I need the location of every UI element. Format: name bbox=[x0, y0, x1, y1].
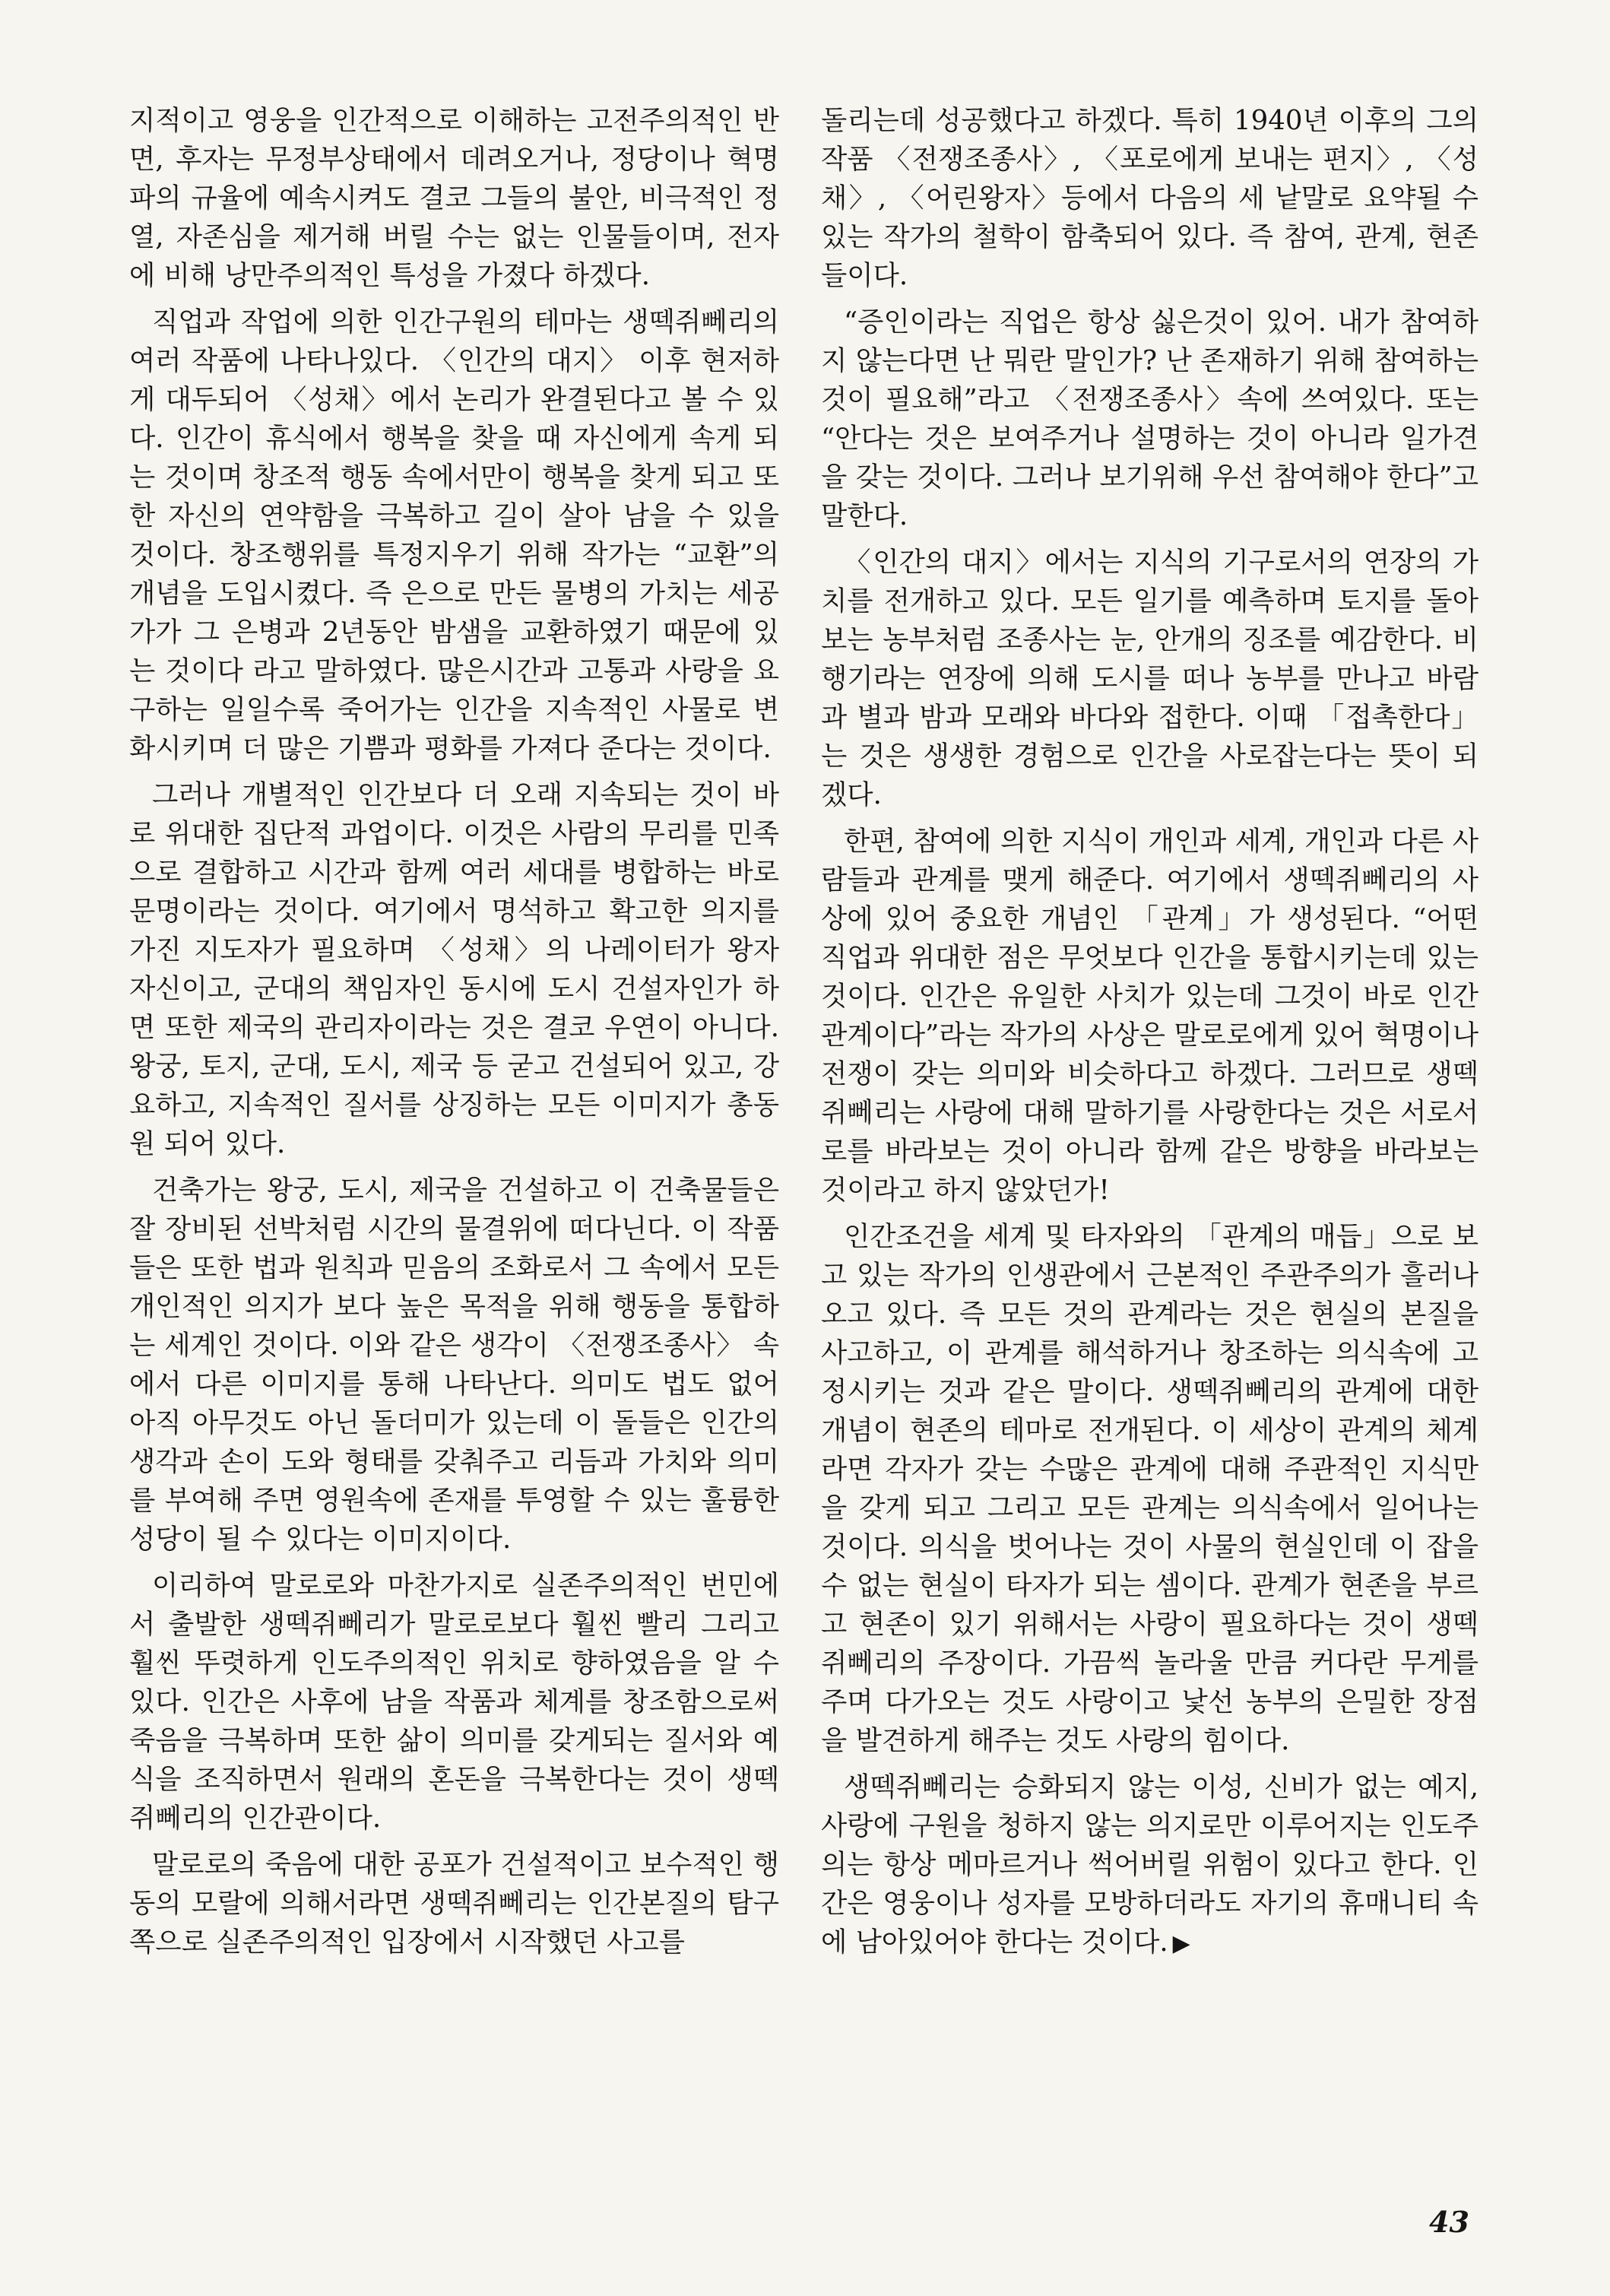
paragraph: “증인이라는 직업은 항상 싫은것이 있어. 내가 참여하지 않는다면 난 뭐란 말인가? 난 존재하기 위해 참여하는 것이 필요해”라고 〈전쟁조종사〉속에 쓰여있다. 또는 “안다는 것은 보여주거나 설명하는 것이 아니라 일가견을 갖는 것이다. 그러나 보기위해 우선 참여해야 한다”고 말한다. bbox=[821, 306, 1478, 531]
paragraph-text: 생떽쥐뻬리는 승화되지 않는 이성, 신비가 없는 예지, 사랑에 구원을 청하지 않는 의지로만 이루어지는 인도주의는 항상 메마르거나 썩어버릴 위험이 있다고 한다. 인간은 영웅이나 성자를 모방하더라도 자기의 휴매니티 속에 남아있어야 한다는 것이다. bbox=[821, 1771, 1478, 1958]
paragraph: 인간조건을 세계 및 타자와의 「관계의 매듭」으로 보고 있는 작가의 인생관에서 근본적인 주관주의가 흘러나오고 있다. 즉 모든 것의 관계라는 것은 현실의 본질을 사고하고, 이 관계를 해석하거나 창조하는 의식속에 고정시키는 것과 같은 말이다. 생떽쥐뻬리의 관계에 대한 개념이 현존의 테마로 전개된다. 이 세상이 관계의 체계라면 각자가 갖는 수많은 관계에 대해 주관적인 지식만을 갖게 되고 그리고 모든 관계는 의식속에서 일어나는 것이다. 의식을 벗어나는 것이 사물의 현실인데 이 잡을 수 없는 현실이 타자가 되는 셈이다. 관계가 현존을 부르고 현존이 있기 위해서는 사랑이 필요하다는 것이 생떽쥐뻬리의 주장이다. 가끔씩 놀라울 만큼 커다란 무게를 주며 다가오는 것도 사랑이고 낯선 농부의 은밀한 장점을 발견하게 해주는 것도 사랑의 힘이다. bbox=[821, 1221, 1478, 1756]
paragraph: 〈인간의 대지〉에서는 지식의 기구로서의 연장의 가치를 전개하고 있다. 모든 일기를 예측하며 토지를 돌아보는 농부처럼 조종사는 눈, 안개의 징조를 예감한다. 비행기라는 연장에 의해 도시를 떠나 농부를 만나고 바람과 별과 밤과 모래와 바다와 접한다. 이때 「접촉한다」는 것은 생생한 경험으로 인간을 사로잡는다는 뜻이 되겠다. bbox=[821, 547, 1478, 810]
paragraph: 이리하여 말로로와 마찬가지로 실존주의적인 번민에서 출발한 생떽쥐뻬리가 말로로보다 훨씬 빨리 그리고 훨씬 뚜렷하게 인도주의적인 위치로 향하였음을 알 수 있다. 인간은 사후에 남을 작품과 체계를 창조함으로써 죽음을 극복하며 또한 삶이 의미를 갖게되는 질서와 예식을 조직하면서 원래의 혼돈을 극복한다는 것이 생떽쥐뻬리의 인간관이다. bbox=[129, 1570, 779, 1834]
paragraph-last bbox=[821, 1768, 1478, 1963]
paragraph: 말로로의 죽음에 대한 공포가 건설적이고 보수적인 행동의 모랄에 의해서라면 생떽쥐뻬리는 인간본질의 탐구쪽으로 실존주의적인 입장에서 시작했던 사고를 bbox=[129, 1849, 779, 1958]
right-text-column bbox=[821, 101, 1478, 1971]
paragraph: 그러나 개별적인 인간보다 더 오래 지속되는 것이 바로 위대한 집단적 과업이다. 이것은 사람의 무리를 민족으로 결합하고 시간과 함께 여러 세대를 병합하는 바로 문명이라는 것이다. 여기에서 명석하고 확고한 의지를 가진 지도자가 필요하며 〈성채〉의 나레이터가 왕자 자신이고, 군대의 책임자인 동시에 도시 건설자인가 하면 또한 제국의 관리자이라는 것은 결코 우연이 아니다. 왕궁, 토지, 군대, 도시, 제국 등 굳고 건설되어 있고, 강요하고, 지속적인 질서를 상징하는 모든 이미지가 총동원 되어 있다. bbox=[129, 779, 779, 1159]
paragraph: 한편, 참여에 의한 지식이 개인과 세계, 개인과 다른 사람들과 관계를 맺게 해준다. 여기에서 생떽쥐뻬리의 사상에 있어 중요한 개념인 「관계」가 생성된다. “어떤 직업과 위대한 점은 무엇보다 인간을 통합시키는데 있는 것이다. 인간은 유일한 사치가 있는데 그것이 바로 인간관계이다”라는 작가의 사상은 말로로에게 있어 혁명이나 전쟁이 갖는 의미와 비슷하다고 하겠다. 그러므로 생떽쥐뻬리는 사랑에 대해 말하기를 사랑한다는 것은 서로서로를 바라보는 것이 아니라 함께 같은 방향을 바라보는 것이라고 하지 않았던가! bbox=[821, 826, 1478, 1206]
paragraph: 돌리는데 성공했다고 하겠다. 특히 1940년 이후의 그의 작품 〈전쟁조종사〉, 〈포로에게 보내는 편지〉, 〈성채〉, 〈어린왕자〉등에서 다음의 세 낱말로 요약될 수 있는 작가의 철학이 함축되어 있다. 즉 참여, 관계, 현존 들이다. bbox=[821, 105, 1478, 291]
left-text-column bbox=[129, 101, 779, 1969]
paragraph: 직업과 작업에 의한 인간구원의 테마는 생떽쥐뻬리의 여러 작품에 나타나있다. 〈인간의 대지〉 이후 현저하게 대두되어 〈성채〉에서 논리가 완결된다고 볼 수 있다. 인간이 휴식에서 행복을 찾을 때 자신에게 속게 되는 것이며 창조적 행동 속에서만이 행복을 찾게 되고 또한 자신의 연약함을 극복하고 길이 살아 남을 수 있을 것이다. 창조행위를 특정지우기 위해 작가는 “교환”의 개념을 도입시켰다. 즉 은으로 만든 물병의 가치는 세공가가 그 은병과 2년동안 밤샘을 교환하였기 때문에 있는 것이다 라고 말하였다. 많은시간과 고통과 사랑을 요구하는 일일수록 죽어가는 인간을 지속적인 사물로 변화시키며 더 많은 기쁨과 평화를 가져다 준다는 것이다. bbox=[129, 306, 779, 764]
paragraph: 건축가는 왕궁, 도시, 제국을 건설하고 이 건축물들은 잘 장비된 선박처럼 시간의 물결위에 떠다닌다. 이 작품들은 또한 법과 원칙과 믿음의 조화로서 그 속에서 모든 개인적인 의지가 보다 높은 목적을 위해 행동을 통합하는 세계인 것이다. 이와 같은 생각이 〈전쟁조종사〉 속에서 다른 이미지를 통해 나타난다. 의미도 법도 없어 아직 아무것도 아닌 돌더미가 있는데 이 돌들은 인간의 생각과 손이 도와 형태를 갖춰주고 리듬과 가치와 의미를 부여해 주면 영원속에 존재를 투영할 수 있는 훌륭한 성당이 될 수 있다는 이미지이다. bbox=[129, 1175, 779, 1555]
paragraph: 지적이고 영웅을 인간적으로 이해하는 고전주의적인 반면, 후자는 무정부상태에서 데려오거나, 정당이나 혁명파의 규율에 예속시켜도 결코 그들의 불안, 비극적인 정열, 자존심을 제거해 버릴 수는 없는 인물들이며, 전자에 비해 낭만주의적인 특성을 가졌다 하겠다. bbox=[129, 105, 779, 291]
page-number: 43 bbox=[1429, 2205, 1469, 2239]
end-mark-icon: ▶ bbox=[1172, 1930, 1190, 1957]
